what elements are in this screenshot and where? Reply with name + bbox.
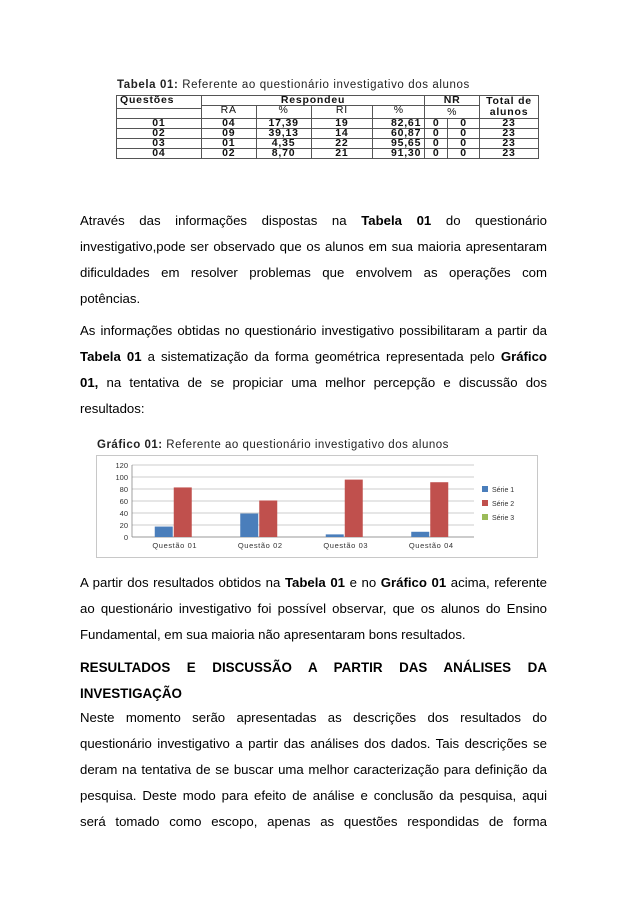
header-ra: RA (201, 106, 256, 119)
paragraph-2 (80, 318, 547, 422)
heading-line: INVESTIGAÇÃO (80, 686, 182, 701)
header-questoes: Questões (117, 96, 202, 109)
legend-label: Série 3 (492, 515, 515, 522)
table-caption-text: Referente ao questionário investigativo dos alunos (182, 79, 470, 91)
chart-title-text: Referente ao questionário investigativo dos alunos (166, 439, 449, 451)
bar (411, 532, 429, 537)
table-caption (117, 79, 470, 91)
paragraph-line: será tomado como escopo, apenas as questões respondidas de forma (80, 814, 547, 829)
header-ri: RI (311, 106, 373, 119)
paragraph-line: Fundamental, em sua maioria não apresentaram bons resultados. (80, 627, 466, 642)
x-tick-label: Questão 01 (152, 541, 198, 550)
y-tick-label: 40 (119, 509, 128, 518)
header-total: Total de alunos (480, 96, 539, 119)
y-tick-label: 100 (115, 473, 128, 482)
table-row: 03 01 4,35 22 95,65 0 0 23 (117, 139, 539, 149)
bar (240, 514, 258, 537)
paragraph-line: resultados: (80, 401, 145, 416)
bar-chart (96, 455, 536, 556)
x-tick-label: Questão 03 (323, 541, 369, 550)
bar (326, 534, 344, 537)
paragraph-line: dificuldades em resolver problemas que envolvem as operações com (80, 265, 547, 280)
heading-line: RESULTADOS E DISCUSSÃO A PARTIR DAS ANÁLISES DA (80, 660, 547, 675)
paragraph-line: deram na tentativa de se buscar uma melhor caracterização para definição da (80, 762, 547, 777)
legend-swatch (482, 500, 488, 506)
x-tick-label: Questão 04 (408, 541, 454, 550)
data-table (116, 95, 539, 159)
table-row: 01 04 17,39 19 82,61 0 0 23 (117, 119, 539, 129)
header-nr: NR (425, 96, 480, 106)
legend-label: Série 2 (492, 501, 515, 508)
bar (174, 487, 192, 537)
paragraph-3 (80, 570, 547, 648)
table-header-row (117, 96, 539, 106)
paragraph-4 (80, 705, 547, 835)
header-pct1: % (256, 106, 311, 119)
y-tick-label: 60 (119, 497, 128, 506)
table-row: 02 09 39,13 14 60,87 0 0 23 (117, 129, 539, 139)
header-pct2: % (373, 106, 425, 119)
chart-title (97, 439, 449, 451)
chart-title-label: Gráfico 01: (97, 439, 163, 451)
section-heading (80, 655, 547, 707)
bar (430, 482, 448, 537)
bar (155, 527, 173, 537)
paragraph-line: potências. (80, 291, 141, 306)
paragraph-line: pesquisa. Deste modo para efeito de análise e conclusão da pesquisa, aqui (80, 788, 547, 803)
bar (345, 480, 363, 537)
paragraph-line: A partir dos resultados obtidos na Tabela 01 e no Gráfico 01 acima, referente (80, 575, 548, 590)
paragraph-line: Tabela 01 a sistematização da forma geométrica representada pelo Gráfico (80, 349, 547, 364)
paragraph-line: ao questionário investigativo foi possível observar, que os alunos do Ensino (80, 601, 547, 616)
bar (259, 500, 277, 537)
y-tick-label: 0 (123, 533, 128, 542)
paragraph-line: Através das informações dispostas na Tabela 01 do questionário (80, 213, 547, 228)
x-tick-label: Questão 02 (237, 541, 283, 550)
legend-label: Série 1 (492, 487, 515, 494)
legend-swatch (482, 486, 488, 492)
y-tick-label: 20 (119, 521, 128, 530)
legend-swatch (482, 514, 488, 520)
paragraph-line: investigativo,pode ser observado que os alunos em sua maioria apresentaram (80, 239, 547, 254)
paragraph-line: Neste momento serão apresentadas as descrições dos resultados do (80, 710, 547, 725)
header-pct3: % (425, 106, 480, 119)
table-row: 04 02 8,70 21 91,30 0 0 23 (117, 149, 539, 159)
header-respondeu: Respondeu (201, 96, 424, 106)
table-caption-label: Tabela 01: (117, 79, 179, 91)
paragraph-line: questionário investigativo a partir das análises dos dados. Tais descrições se (80, 736, 547, 751)
y-tick-label: 120 (115, 461, 128, 470)
y-tick-label: 80 (119, 485, 128, 494)
paragraph-1 (80, 208, 547, 312)
paragraph-line: 01, na tentativa de se propiciar uma melhor percepção e discussão dos (80, 375, 547, 390)
paragraph-line: As informações obtidas no questionário investigativo possibilitaram a partir da (80, 323, 547, 338)
